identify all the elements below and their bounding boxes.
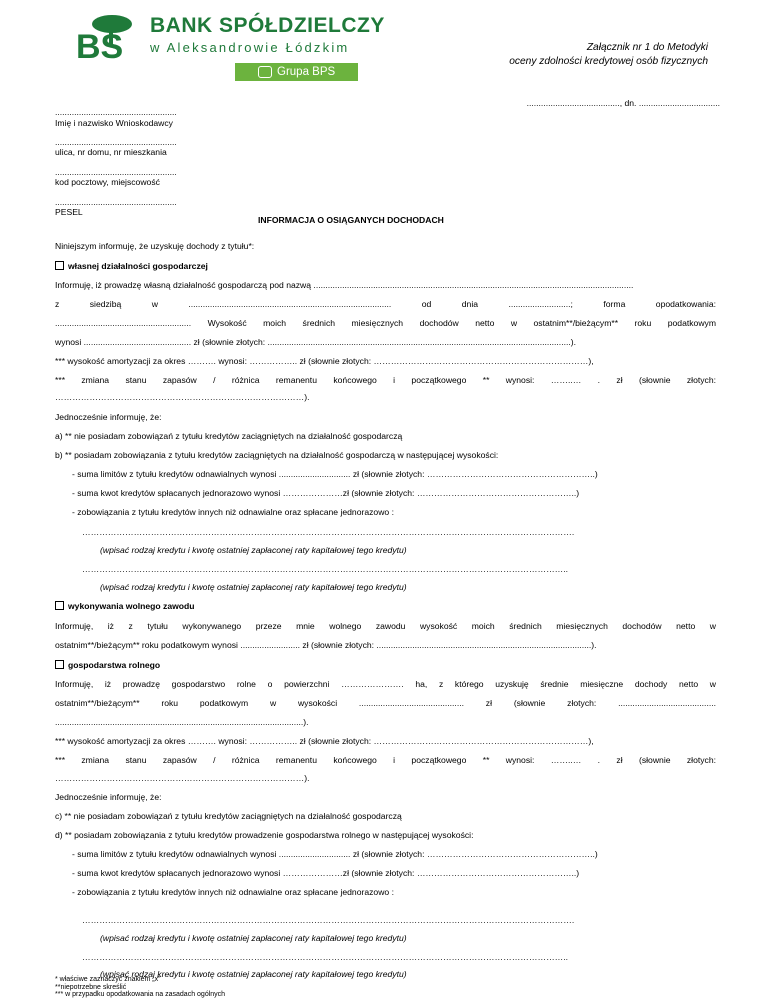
applicant-pesel-field[interactable]: ................................................... — [55, 197, 177, 207]
applicant-pesel-label: PESEL — [55, 207, 83, 217]
annex-line-2: oceny zdolności kredytowej osób fizycznych — [509, 56, 708, 67]
business-note-2: (wpisać rodzaj kredytu i kwotę ostatniej zapłaconej raty kapitałowej tego kredytu) — [100, 582, 407, 592]
business-other: - zobowiązania z tytułu kredytów innych niż odnawialne oraz spłacane jednorazowo : — [72, 507, 394, 517]
farm-other-field-2[interactable]: …………………………………………………………………………………………………………………………………………………….. — [82, 952, 569, 962]
business-also: Jednocześnie informuję, że: — [55, 412, 162, 422]
applicant-name-field[interactable]: ................................................... — [55, 107, 177, 117]
farm-other-field-1[interactable]: ………………………………………………………………………………………………………………………………………………………. — [82, 915, 575, 925]
farm-line-4: *** wysokość amortyzacji za okres ………. wynosi: …………….. zł (słownie złotych: …………………………………………………………………), — [55, 736, 594, 746]
document-title: INFORMACJA O OSIĄGANYCH DOCHODACH — [258, 215, 444, 225]
bank-logo — [74, 14, 134, 62]
section-profession-heading[interactable]: wykonywania wolnego zawodu — [55, 600, 716, 612]
farm-option-c: c) ** nie posiadam zobowiązań z tytułu kredytów zaciągniętych na działalność gospodarczą — [55, 811, 402, 821]
applicant-postal-field[interactable]: ................................................... — [55, 167, 177, 177]
applicant-name-label: Imię i nazwisko Wnioskodawcy — [55, 118, 173, 128]
business-line-4: wynosi ............................................. zł (słownie złotych: ...............................................................................................................................). — [55, 337, 576, 347]
business-line-7: ……………………………………………………………………………). — [55, 392, 310, 402]
farm-line-6: ……………………………………………………………………………). — [55, 773, 310, 783]
business-note-1: (wpisać rodzaj kredytu i kwotę ostatniej zapłaconej raty kapitałowej tego kredytu) — [100, 545, 407, 555]
footnote-1: * właściwe zaznaczyć znakiem „x” — [55, 976, 161, 983]
farm-limits: - suma limitów z tytułu kredytów odnawialnych wynosi .............................. zł (słownie złotych: …………………………………………………..) — [72, 849, 598, 859]
farm-line-3: ........................................................................................................). — [55, 717, 309, 727]
business-limits: - suma limitów z tytułu kredytów odnawialnych wynosi .............................. zł (słownie złotych: …………………………………………………..) — [72, 469, 598, 479]
bank-name: BANK SPÓŁDZIELCZY — [150, 14, 385, 37]
business-line-5: *** wysokość amortyzacji za okres ………. wynosi: …………….. zł (słownie złotych: …………………………………………………………………), — [55, 356, 594, 366]
footnote-3: *** w przypadku opodatkowania na zasadach ogólnych — [55, 991, 226, 998]
farm-line-1: Informuję, iż prowadzę gospodarstwo rolne o powierzchni …………………. ha, z którego uzyskuję średnie miesięczne dochody netto w — [55, 679, 716, 689]
applicant-street-label: ulica, nr domu, nr mieszkania — [55, 147, 167, 157]
bank-location: w Aleksandrowie Łódzkim — [150, 40, 350, 55]
applicant-street-field[interactable]: ................................................... — [55, 137, 177, 147]
annex-line-1: Załącznik nr 1 do Metodyki — [586, 42, 708, 53]
business-option-b: b) ** posiadam zobowiązania z tytułu kredytów zaciągniętych na działalność gospodarczą w następującej wysokości: — [55, 450, 499, 460]
business-other-field-1[interactable]: ………………………………………………………………………………………………………………………………………………………. — [82, 527, 575, 537]
place-date-field[interactable]: ......................................., dn. .................................. — [526, 98, 720, 108]
profession-line-2: ostatnim**/bieżącym** roku podatkowym wynosi ......................... zł (słownie złotych: ..........................................................................................). — [55, 640, 597, 650]
farm-other: - zobowiązania z tytułu kredytów innych niż odnawialne oraz spłacane jednorazowo : — [72, 887, 394, 897]
farm-option-d: d) ** posiadam zobowiązania z tytułu kredytów prowadzenie gospodarstwa rolnego w następującej wysokości: — [55, 830, 474, 840]
profession-line-1: Informuję, iż z tytułu wykonywanego przeze mnie wolnego zawodu wysokość moich średnich miesięcznych dochodów netto w — [55, 621, 716, 631]
farm-note-2: (wpisać rodzaj kredytu i kwotę ostatniej zapłaconej raty kapitałowej tego kredytu) — [100, 969, 407, 979]
group-label: Grupa BPS — [277, 66, 336, 78]
farm-also: Jednocześnie informuję, że: — [55, 792, 162, 802]
logo-initials: BS — [76, 28, 124, 62]
intro-text: Niniejszym informuję, że uzyskuję dochody z tytułu*: — [55, 241, 255, 251]
business-line-2: z siedzibą w ..................................................................................... od dnia ..........................; forma opodatkowania: — [55, 299, 716, 309]
section-farm-heading[interactable]: gospodarstwa rolnego — [55, 659, 716, 671]
business-line-3: ......................................................... Wysokość moich średnich miesięcznych dochodów netto w ostatnim**/bieżącym** roku podatkowym — [55, 318, 716, 328]
applicant-postal-label: kod pocztowy, miejscowość — [55, 177, 160, 187]
farm-checkbox[interactable] — [55, 660, 64, 669]
farm-line-2: ostatnim**/bieżącym** roku podatkowym w wysokości ............................................ zł (słownie złotych: ......................................... — [55, 698, 716, 708]
business-line-6: *** zmiana stanu zapasów / różnica remanentu końcowego i początkowego ** wynosi: ……..… . zł (słownie złotych: — [55, 375, 716, 385]
farm-one-off: - suma kwot kredytów spłacanych jednorazowo wynosi …………………zł (słownie złotych: ………………………………………………..) — [72, 868, 580, 878]
business-option-a: a) ** nie posiadam zobowiązań z tytułu kredytów zaciągniętych na działalność gospodarczą — [55, 431, 403, 441]
profession-checkbox[interactable] — [55, 601, 64, 610]
speech-bubble-icon — [258, 66, 272, 78]
section-business-heading[interactable]: własnej działalności gospodarczej — [55, 260, 716, 272]
footnote-2: **niepotrzebne skreślić — [55, 984, 127, 991]
business-line-1: Informuję, iż prowadzę własną działalność gospodarczą pod nazwą ...................................................................................................................................... — [55, 280, 634, 290]
business-one-off: - suma kwot kredytów spłacanych jednorazowo wynosi …………………zł (słownie złotych: ………………………………………………..) — [72, 488, 580, 498]
annex-note — [509, 41, 708, 69]
farm-line-5: *** zmiana stanu zapasów / różnica remanentu końcowego i początkowego ** wynosi: ……..… . zł (słownie złotych: — [55, 755, 716, 765]
farm-note-1: (wpisać rodzaj kredytu i kwotę ostatniej zapłaconej raty kapitałowej tego kredytu) — [100, 933, 407, 943]
business-checkbox[interactable] — [55, 261, 64, 270]
group-badge — [235, 63, 358, 81]
business-other-field-2[interactable]: …………………………………………………………………………………………………………………………………………………….. — [82, 564, 569, 574]
